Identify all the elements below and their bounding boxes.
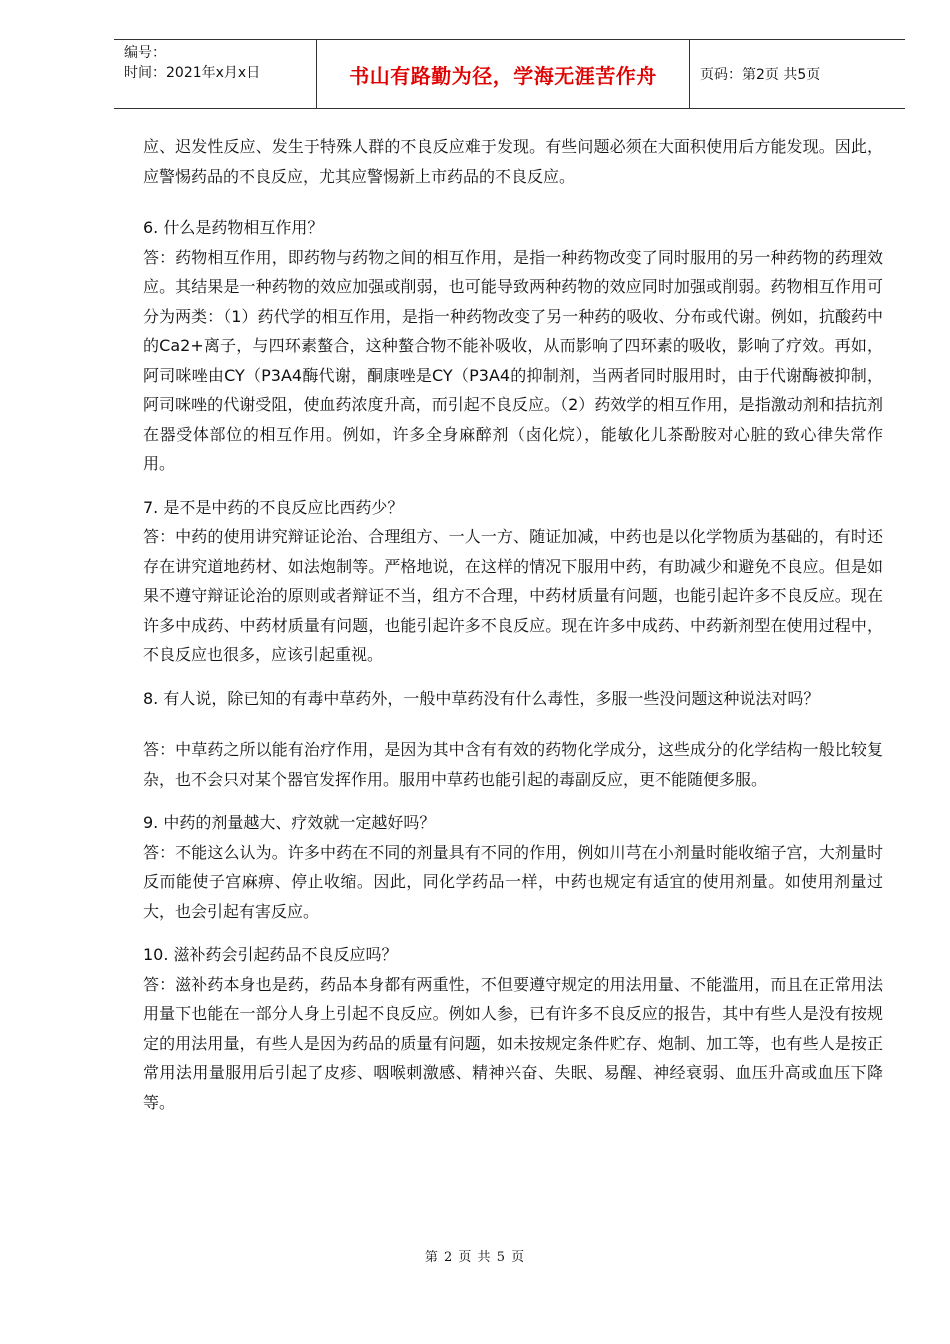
question-8: 8. 有人说，除已知的有毒中草药外，一般中草药没有什么毒性，多服一些没问题这种说法对吗？	[143, 688, 820, 708]
document-number-label: 编号：	[124, 45, 166, 61]
answer-8: 答：中草药之所以能有治疗作用，是因为其中含有有效的药物化学成分，这些成分的化学结构一般比较复杂，也不会只对某个器官发挥作用。服用中草药也能引起的毒副反应，更不能随便多服。	[143, 740, 883, 789]
question-6: 6. 什么是药物相互作用？	[143, 218, 324, 237]
page-footer: 第 2 页 共 5 页	[424, 1250, 526, 1265]
header-meta	[114, 40, 316, 108]
header-page-number: 页码：第2页 共5页	[700, 67, 821, 83]
page-header	[114, 39, 905, 109]
question-7: 7. 是不是中药的不良反应比西药少？	[143, 497, 404, 517]
document-time-label: 时间：2021年x月x日	[124, 65, 261, 81]
question-10: 10. 滋补药会引起药品不良反应吗？	[143, 945, 398, 964]
answer-10: 答：滋补药本身也是药，药品本身都有两重性，不但要遵守规定的用法用量、不能滥用，而且在正常用法用量下也能在一部分人身上引起不良反应。例如人参，已有许多不良反应的报告，其中有些人是没有按规定的用法用量，有些人是因为药品的质量有问题，如未按规定条件贮存、炮制、加工等，也有些人是按正常用法用量服用后引起了皮疹、咽喉刺激感、精神兴奋、失眠、易醒、神经衰弱、血压升高或血压下降等。	[143, 974, 883, 1112]
answer-6: 答：药物相互作用，即药物与药物之间的相互作用，是指一种药物改变了同时服用的另一种药物的药理效应。其结果是一种药物的效应加强或削弱，也可能导致两种药物的效应同时加强或削弱。药物相互作用可分为两类：（1）药代学的相互作用，是指一种药物改变了另一种药的吸收、分布或代谢。例如，抗酸药中的Ca2+离子，与四环素螯合，这种螯合物不能补吸收，从而影响了四环素的吸收，影响了疗效。再如，阿司咪唑由CY（P3A4酶代谢，酮康唑是CY（P3A4的抑制剂，当两者同时服用时，由于代谢酶被抑制，阿司咪唑的代谢受阻，使血药浓度升高，而引起不良反应。（2）药效学的相互作用，是指激动剂和拮抗剂在器受体部位的相互作用。例如，许多全身麻醉剂（卤化烷），能敏化儿茶酚胺对心脏的致心律失常作用。	[143, 247, 883, 473]
document-body	[143, 132, 883, 1117]
question-9: 9. 中药的剂量越大、疗效就一定越好吗？	[143, 813, 436, 832]
intro-paragraph: 应、迟发性反应、发生于特殊人群的不良反应难于发现。有些问题必须在大面积使用后方能发现。因此，应警惕药品的不良反应，尤其应警惕新上市药品的不良反应。	[143, 137, 883, 186]
header-motto: 书山有路勤为径，学海无涯苦作舟	[316, 40, 690, 108]
answer-7: 答：中药的使用讲究辩证论治、合理组方、一人一方、随证加减，中药也是以化学物质为基础的，有时还存在讲究道地药材、如法炮制等。严格地说，在这样的情况下服用中药，有助减少和避免不良应。但是如果不遵守辩证论治的原则或者辩证不当，组方不合理，中药材质量有问题，也能引起许多不良反应。现在许多中成药、中药材质量有问题，也能引起许多不良反应。现在许多中成药、中药新剂型在使用过程中，不良反应也很多，应该引起重视。	[143, 527, 883, 664]
answer-9: 答：不能这么认为。许多中药在不同的剂量具有不同的作用，例如川芎在小剂量时能收缩子宫，大剂量时反而能使子宫麻痹、停止收缩。因此，同化学药品一样，中药也规定有适宜的使用剂量。如使用剂量过大，也会引起有害反应。	[143, 842, 883, 921]
